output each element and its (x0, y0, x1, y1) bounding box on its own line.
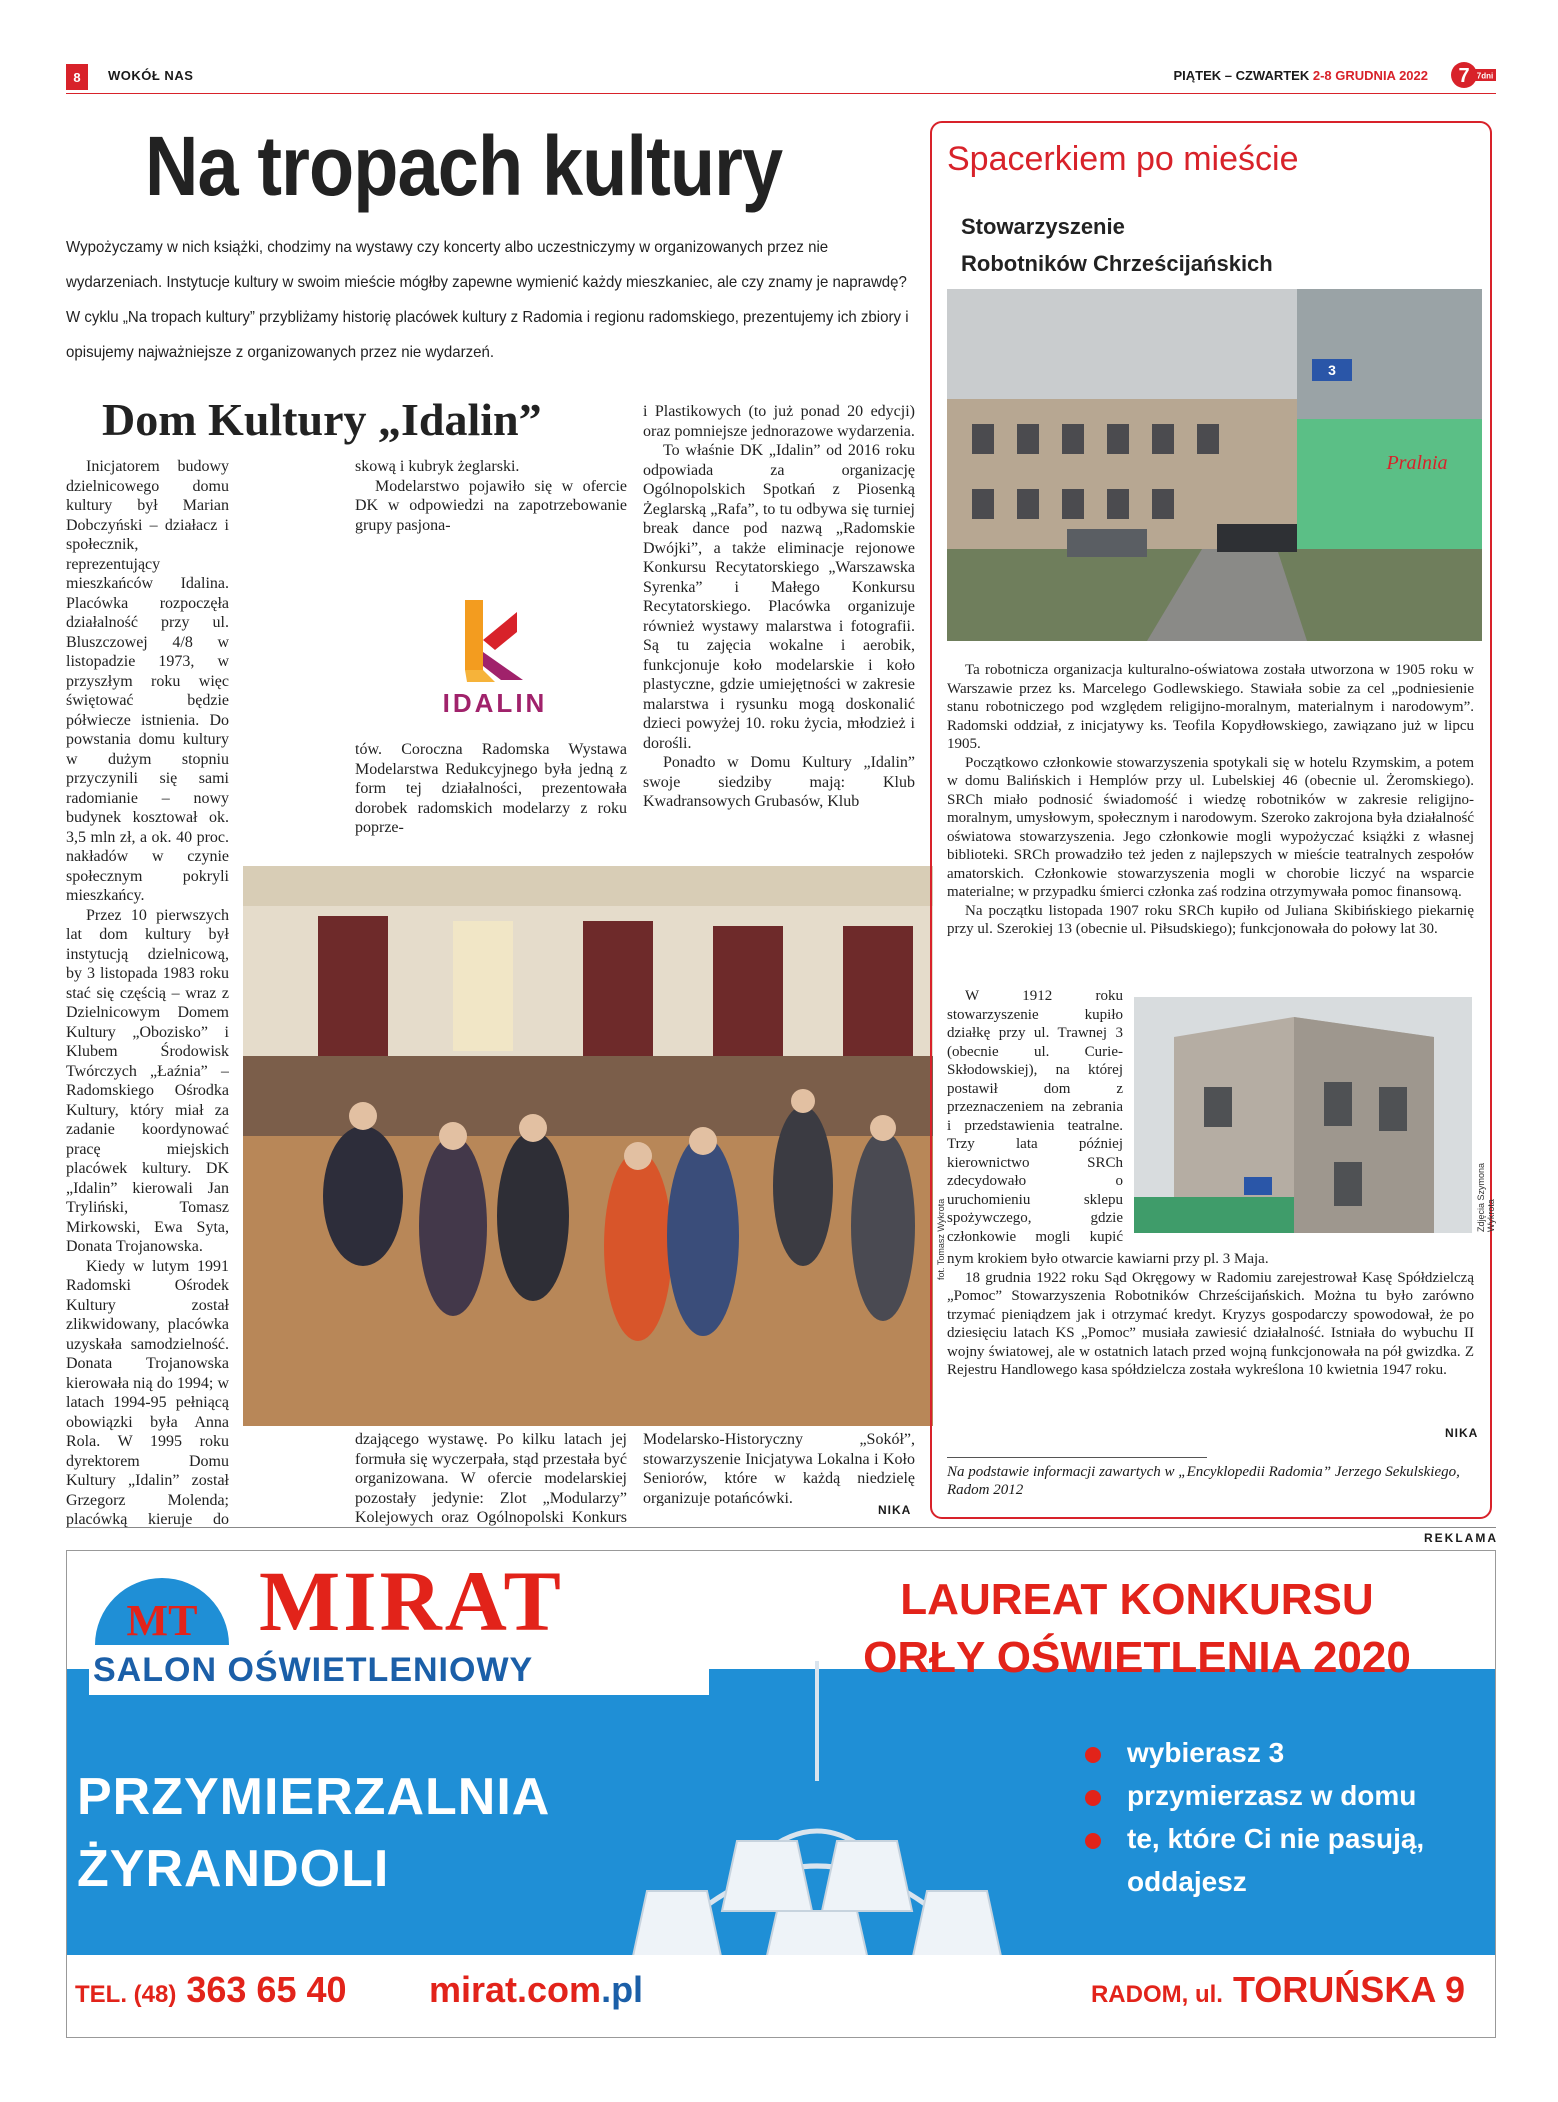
newspaper-logo-icon (1450, 61, 1498, 89)
sidebar-title-line: Stowarzyszenie (961, 214, 1125, 239)
sidebar-heading: Spacerkiem po mieście (947, 140, 1299, 178)
date-prefix: PIĄTEK – CZWARTEK (1173, 68, 1310, 83)
paragraph: W 1912 roku stowarzyszenie kupiło działkę przy ul. Trawnej 3 (obecnie ul. Curie-Skłodowskiej), na której postawił dom z przeznaczeniem na zebrania i przedstawienia teatralne. Trzy lata później kierownictwo SRCh zdecydowało o uruchomieniu sklepu spożywczego, gdzie członkowie mogli kupić (947, 988, 1123, 1245)
sidebar-title-line: Robotników Chrześcijańskich (961, 251, 1273, 276)
bullet-icon (1085, 1747, 1101, 1763)
dance-hall-photo (243, 866, 933, 1426)
source-note: Na podstawie informacji zawartych w „Encyklopedii Radomia” Jerzego Sekulskiego, Radom 2012 (947, 1464, 1460, 1498)
fitting-line: PRZYMIERZALNIA (77, 1768, 551, 1826)
benefit-item: te, które Ci nie pasują, (1085, 1817, 1424, 1860)
paragraph: Ponadto w Domu Kultury „Idalin” swoje siedziby mają: Klub Kwadransowych Grubasów, Klub (643, 754, 915, 810)
sidebar-text-narrow (947, 987, 1123, 1247)
paragraph: skową i kubryk żeglarski. (355, 458, 520, 475)
source-separator (947, 1457, 1207, 1458)
page-number: 8 (66, 64, 88, 90)
article-column-2-top (355, 457, 627, 557)
paragraph: dzającego wystawę. Po kilku latach jej formuła się wyczerpała, stąd przestała być organizowana. W ofercie modelarskiej pozostały jedynie: Zlot „Modularzy” Kolejowych oraz Ogólnopolski Konkurs (355, 1431, 627, 1526)
paragraph: Modelarstwo pojawiło się w ofercie DK w odpowiedzi na zapotrzebowanie grupy pasjona- (355, 477, 627, 534)
sidebar-text-bottom (947, 1250, 1474, 1402)
fitting-line: ŻYRANDOLI (77, 1840, 390, 1898)
article-column-3-bottom (643, 1430, 915, 1506)
svg-text:7: 7 (1458, 65, 1470, 87)
sidebar-author: NIKA (1445, 1426, 1479, 1440)
paragraph: Początkowo członkowie stowarzyszenia spotykali się w hotelu Rzymskim, a potem w domu Balińskich i Hemplów przy ul. Lubelskiej 46 (obecnie ul. Żeromskiego). SRCh miało podnosić świadomość i wiedzę robotników w zakresie religijno-moralnym, umysłowym, społecznym i narodowym. Szeroko zakrojona była działalność oświatowa stowarzyszenia. Jego członkowie mogli wypożyczać książki z własnej biblioteki. SRCh prowadziło też jeden z najlepszych w mieście teatralnych zespołów amatorskich. Członkowie stowarzyszenia mogli w chorobie liczyć na wsparcie materialne; w przypadku śmierci członka zaś rodzina otrzymywała pomoc finansową. (947, 754, 1474, 900)
shop-sign: Pralnia (1386, 452, 1448, 474)
paragraph: Na początku listopada 1907 roku SRCh kupiło od Juliana Skibińskiego piekarnię przy ul. Szerokiej 13 (obecnie ul. Piłsudskiego); funkcjonowała do połowy lat 30. (947, 902, 1474, 937)
house-number-sign: 3 (1328, 362, 1336, 378)
article-column-2-mid (355, 740, 627, 862)
lead-paragraph: Wypożyczamy w nich książki, chodzimy na wystawy czy koncerty albo uczestniczymy w organizowanych przez nie wydarzeniach. Instytucje kultury w swoim mieście mógłby zapewne wymienić każdy mieszkaniec, ale czy znamy je naprawdę? W cyklu „Na tropach kultury” przybliżamy historię placówek kultury z Radomia i regionu radomskiego, prezentujemy ich zbiory i opisujemy najważniejsze z organizowanych przez nie wydarzeń. (66, 239, 909, 361)
paragraph: Przez 10 pierwszych lat dom kultury był instytucją dzielnicową, by 3 listopada 1983 roku stać się częścią – wraz z Dzielnicowym Domem Kultury „Obozisko” i Klubem Środowisk Twórczych „Łaźnia” – Radomskiego Ośrodka Kultury, który miał za zadanie koordynować pracę miejskich placówek kultury. DK „Idalin” kierowali Jan Tryliński, Tomasz Mirkowski, Ewa Syta, Donata Trojanowska. (66, 906, 229, 1255)
brand-subtitle: SALON OŚWIETLENIOWY (93, 1651, 534, 1689)
section-name: WOKÓŁ NAS (108, 68, 194, 83)
fitting-room-text (77, 1761, 550, 1905)
logo-text: 7dni (1476, 71, 1494, 81)
article-author: NIKA (878, 1503, 912, 1517)
paragraph: tów. Coroczna Radomska Wystawa Modelarstwa Redukcyjnego była jedną z form tej działalności, prezentowała dorobek radomskich modelarzy z roku poprze- (355, 741, 627, 836)
logo-letters: MT (126, 1596, 198, 1645)
benefit-item: przymierzasz w domu (1085, 1774, 1424, 1817)
award-line: ORŁY OŚWIETLENIA 2020 (863, 1633, 1411, 1682)
award-line: LAUREAT KONKURSU (900, 1575, 1374, 1624)
paragraph: 18 grudnia 1922 roku Sąd Okręgowy w Radomiu zarejestrował Kasę Spółdzielczą „Pomoc” Stowarzyszenia Robotników Chrześcijańskich. Można tu było zarówno trzymać pieniądzem jak i otrzymać kredyt. Kryzys gospodarczy spowodował, że po dziesięciu latach KS „Pomoc” musiała zawiesić działalność. Istniała do wybuchu II wojny światowej, ale w ostatnich latach przed wojną funkcjonowała na pół gwizdka. Z Rejestru Handlowego kasa spółdzielcza została wykreślona 10 kwietnia 1947 roku. (947, 1269, 1474, 1378)
ad-phone[interactable]: TEL. (48) 363 65 40 (75, 1969, 347, 2010)
dateline (1173, 68, 1428, 83)
benefits-list (1085, 1731, 1424, 1903)
date-range: 2-8 GRUDNIA 2022 (1312, 68, 1428, 83)
paragraph: To właśnie DK „Idalin” od 2016 roku odpowiada za organizację Ogólnopolskich Spotkań z Piosenką Żeglarską „Rafa”, to tu odbywa się turniej break dance pod nazwą „Radomskie Dwójki”, a także eliminacje rejonowe Konkursu Recytatorskiego „Warszawska Syrenka” i Małego Konkursu Recytatorskiego. Placówka organizuje również wystawy malarstwa i fotografii. Są tu zajęcia wokalne i aerobik, funkcjonuje koło modelarskie i koło plastyczne, gdzie umiejętności w zakresie malarstwa i rysunku mogą doskonalić dzieci powyżej 10. roku życia, młodzież i dorośli. (643, 442, 915, 752)
benefit-item: oddajesz (1127, 1866, 1247, 1897)
sidebar-text-top (947, 661, 1474, 991)
paragraph: Ta robotnicza organizacja kulturalno-oświatowa została utworzona w 1905 roku w Warszawie przez ks. Marcelego Godlewskiego. Stawiała sobie za cel „podniesienie stanu robotniczego pod względem religijno-moralnym, materialnym i narodowym”. Radomski oddział, z inicjatywy ks. Teofila Kopydłowskiego, zawiązano już w lipcu 1905. (947, 662, 1474, 752)
article-column-3-top (643, 402, 915, 862)
page-title: Na tropach kultury (145, 119, 783, 213)
bullet-icon (1085, 1833, 1101, 1849)
mirat-advertisement[interactable] (66, 1550, 1496, 2038)
header-rule (66, 93, 1496, 94)
ad-website[interactable]: mirat.com.pl (429, 1969, 644, 2010)
paragraph: nym krokiem było otwarcie kawiarni przy pl. 3 Maja. (947, 1251, 1269, 1267)
paragraph: Inicjatorem budowy dzielnicowego domu kultury był Marian Dobczyński – działacz i społecznik, reprezentujący mieszkańców Idalina. Placówka rozpoczęła działalność przy ul. Bluszczowej 4/8 w listopadzie 1973, w przyszłym roku więc świętować będzie półwiecze istnienia. Do powstania domu kultury w dużym stopniu przyczynili się sami radomianie – nowy budynek kosztował ok. 3,5 mln zł, a ok. 40 proc. nakładów w czynie społecznym pokryli mieszkańcy. (66, 458, 229, 904)
ad-label: REKLAMA (1424, 1531, 1498, 1545)
ad-separator (66, 1527, 1496, 1528)
article-title: Dom Kultury „Idalin” (102, 394, 542, 445)
paragraph: i Plastikowych (to już ponad 20 edycji) oraz pomniejsze jednorazowe wydarzenia. (643, 403, 915, 440)
article-column-1 (66, 457, 229, 1527)
building-photo (947, 289, 1482, 641)
paragraph: Modelarsko-Historyczny „Sokół”, stowarzyszenie Inicjatywa Lokalna i Koło Seniorów, które w każdą niedzielę organizuje potańcówki. (643, 1431, 915, 1506)
idalin-label: IDALIN (442, 688, 548, 718)
corner-building-photo (1134, 997, 1472, 1233)
photo-credit: fot. Tomasz Wykrota (936, 1198, 946, 1280)
mirat-logo-icon (87, 1567, 237, 1647)
paragraph: Kiedy w lutym 1991 Radomski Ośrodek Kultury został zlikwidowany, placówka uzyskała samodzielność. Donata Trojanowska kierowała nią do 1994; w latach 1994-95 pełniącą obowiązki była Anna Rola. W 1995 roku dyrektorem Domu Kultury „Idalin” został Grzegorz Molenda; placówką kieruje do (66, 1257, 229, 1527)
sidebar-title (961, 208, 1273, 282)
article-column-2-bottom (355, 1430, 627, 1526)
brand-name: MIRAT (259, 1553, 564, 1649)
sidebar-photo-credit: Zdjęcia Szymona Wykrota (1476, 1162, 1496, 1232)
ad-address: RADOM, ul. TORUŃSKA 9 (1090, 1969, 1465, 2010)
benefit-item: wybierasz 3 (1085, 1731, 1424, 1774)
bullet-icon (1085, 1790, 1101, 1806)
idalin-logo-icon (405, 590, 585, 720)
